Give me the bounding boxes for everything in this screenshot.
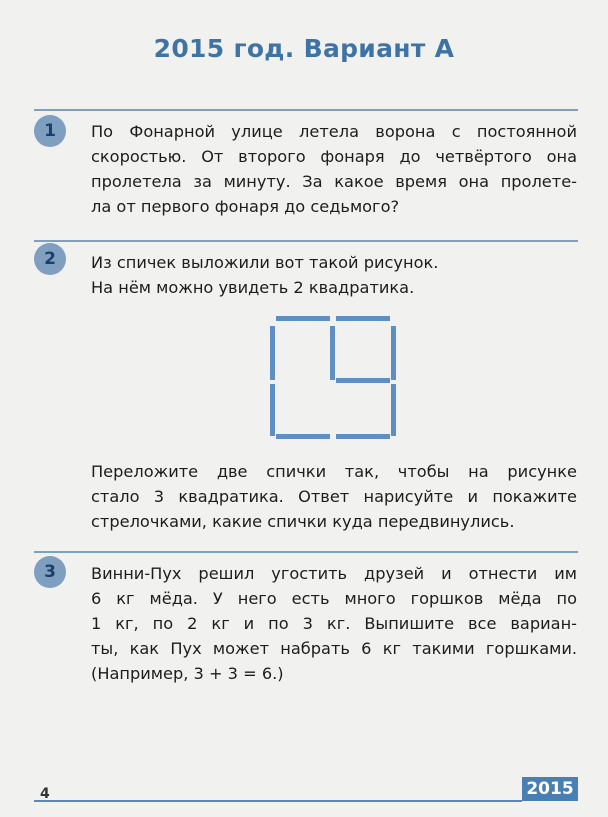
- problem-1-text: [91, 119, 577, 219]
- matchstick-left-upper: [270, 326, 275, 380]
- matchstick-figure: [270, 316, 400, 442]
- section-divider: [34, 551, 578, 553]
- text-line: стало 3 квадратика. Ответ нарисуйте и покажите: [91, 487, 577, 506]
- matchstick-right-upper: [391, 326, 396, 380]
- text-line: По Фонарной улице летела ворона с постоянной: [91, 122, 577, 141]
- matchstick-bottom-right: [336, 434, 390, 439]
- page-number: 4: [40, 786, 50, 802]
- problem-number-badge: 2: [34, 243, 66, 275]
- text-line: скоростью. От второго фонаря до четвёртого она: [91, 147, 577, 166]
- matchstick-middle-upper: [330, 326, 335, 380]
- matchstick-top-left: [276, 316, 330, 321]
- footer-divider: [34, 800, 522, 802]
- page-title: 2015 год. Вариант А: [153, 34, 455, 63]
- matchstick-bottom-left: [276, 434, 330, 439]
- text-line: На нём можно увидеть 2 квадратика.: [91, 278, 415, 297]
- text-line: Из спичек выложили вот такой рисунок.: [91, 253, 439, 272]
- matchstick-right-lower: [391, 384, 396, 436]
- text-line: 6 кг мёда. У него есть много горшков мёда по: [91, 589, 577, 608]
- matchstick-top-right: [336, 316, 390, 321]
- problem-2-task-text: [91, 459, 577, 534]
- problem-number-badge: 3: [34, 556, 66, 588]
- text-line: Переложите две спички так, чтобы на рисунке: [91, 462, 577, 481]
- text-line: пролетела за минуту. За какое время она пролете-: [91, 172, 577, 191]
- problem-number-badge: 1: [34, 115, 66, 147]
- text-line: Винни-Пух решил угостить друзей и отнести им: [91, 564, 577, 583]
- matchstick-left-lower: [270, 384, 275, 436]
- section-divider: [34, 109, 578, 111]
- matchstick-middle-horizontal: [336, 378, 390, 383]
- section-divider: [34, 240, 578, 242]
- text-line: 1 кг, по 2 кг и по 3 кг. Выпишите все вариан-: [91, 614, 577, 633]
- text-line: ты, как Пух может набрать 6 кг такими горшками.: [91, 639, 577, 658]
- problem-3-text: [91, 561, 577, 686]
- text-line: стрелочками, какие спички куда передвинулись.: [91, 512, 515, 531]
- problem-2-intro-text: [91, 250, 577, 300]
- text-line: (Например, 3 + 3 = 6.): [91, 664, 284, 683]
- text-line: ла от первого фонаря до седьмого?: [91, 197, 400, 216]
- year-badge: 2015: [522, 777, 578, 801]
